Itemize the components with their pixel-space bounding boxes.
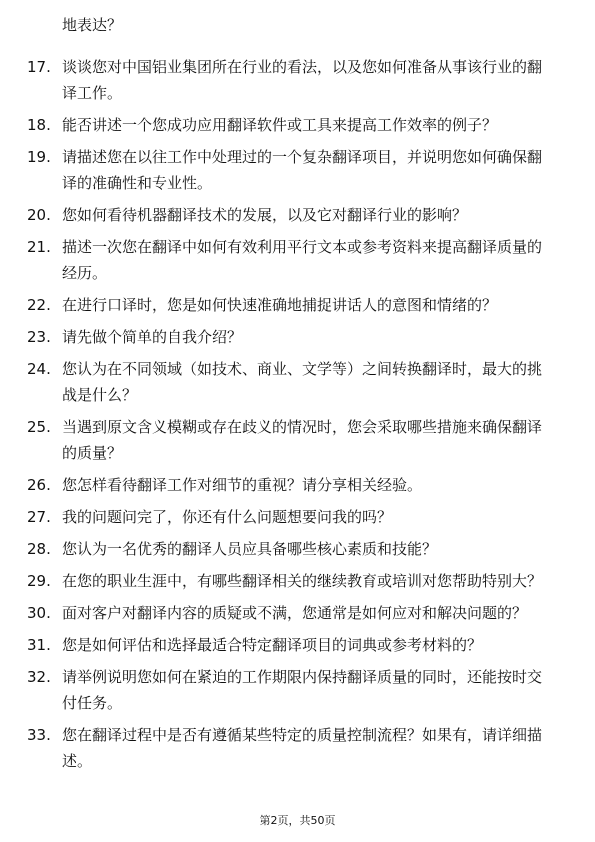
question-text: 在您的职业生涯中，有哪些翻译相关的继续教育或培训对您帮助特别大？	[62, 572, 543, 590]
question-list	[0, 54, 595, 780]
question-text: 能否讲述一个您成功应用翻译软件或工具来提高工作效率的例子？	[62, 116, 498, 134]
question-number: 26.	[27, 476, 51, 494]
question-item	[0, 292, 595, 318]
question-number: 27.	[27, 508, 51, 526]
question-item	[0, 504, 595, 530]
question-text: 请描述您在以往工作中处理过的一个复杂翻译项目，并说明您如何确保翻译的准确性和专业性。	[62, 148, 543, 192]
question-number: 21.	[27, 238, 51, 256]
question-item	[0, 472, 595, 498]
question-text: 您在翻译过程中是否有遵循某些特定的质量控制流程？如果有，请详细描述。	[62, 726, 543, 770]
question-text: 请先做个简单的自我介绍？	[62, 328, 243, 346]
question-number: 31.	[27, 636, 51, 654]
question-number: 20.	[27, 206, 51, 224]
question-text: 您如何看待机器翻译技术的发展，以及它对翻译行业的影响？	[62, 206, 468, 224]
question-text: 描述一次您在翻译中如何有效利用平行文本或参考资料来提高翻译质量的经历。	[62, 238, 543, 282]
question-number: 17.	[27, 58, 51, 76]
question-number: 29.	[27, 572, 51, 590]
question-item	[0, 536, 595, 562]
continued-text: 地表达？	[62, 16, 123, 34]
question-text: 当遇到原文含义模糊或存在歧义的情况时，您会采取哪些措施来确保翻译的质量？	[62, 418, 543, 462]
question-item	[0, 414, 595, 466]
question-text: 在进行口译时，您是如何快速准确地捕捉讲话人的意图和情绪的？	[62, 296, 498, 314]
question-number: 33.	[27, 726, 51, 744]
question-item	[0, 202, 595, 228]
question-item	[0, 356, 595, 408]
question-item	[0, 722, 595, 774]
question-number: 19.	[27, 148, 51, 166]
page-footer: 第2页，共50页	[259, 814, 336, 827]
question-text: 请举例说明您如何在紧迫的工作期限内保持翻译质量的同时，还能按时交付任务。	[62, 668, 543, 712]
question-number: 30.	[27, 604, 51, 622]
question-item	[0, 324, 595, 350]
question-text: 谈谈您对中国铝业集团所在行业的看法，以及您如何准备从事该行业的翻译工作。	[62, 58, 543, 102]
question-number: 23.	[27, 328, 51, 346]
question-item	[0, 144, 595, 196]
question-number: 24.	[27, 360, 51, 378]
question-text: 面对客户对翻译内容的质疑或不满，您通常是如何应对和解决问题的？	[62, 604, 528, 622]
question-item	[0, 568, 595, 594]
question-text: 您怎样看待翻译工作对细节的重视？请分享相关经验。	[62, 476, 423, 494]
question-number: 22.	[27, 296, 51, 314]
question-number: 18.	[27, 116, 51, 134]
question-item	[0, 600, 595, 626]
question-number: 25.	[27, 418, 51, 436]
question-text: 您是如何评估和选择最适合特定翻译项目的词典或参考材料的？	[62, 636, 483, 654]
question-text: 您认为在不同领域（如技术、商业、文学等）之间转换翻译时，最大的挑战是什么？	[62, 360, 543, 404]
question-item	[0, 234, 595, 286]
question-item	[0, 54, 595, 106]
question-text: 我的问题问完了，你还有什么问题想要问我的吗？	[62, 508, 393, 526]
question-item	[0, 112, 595, 138]
question-number: 28.	[27, 540, 51, 558]
question-text: 您认为一名优秀的翻译人员应具备哪些核心素质和技能？	[62, 540, 438, 558]
question-item	[0, 632, 595, 658]
question-item	[0, 664, 595, 716]
question-number: 32.	[27, 668, 51, 686]
